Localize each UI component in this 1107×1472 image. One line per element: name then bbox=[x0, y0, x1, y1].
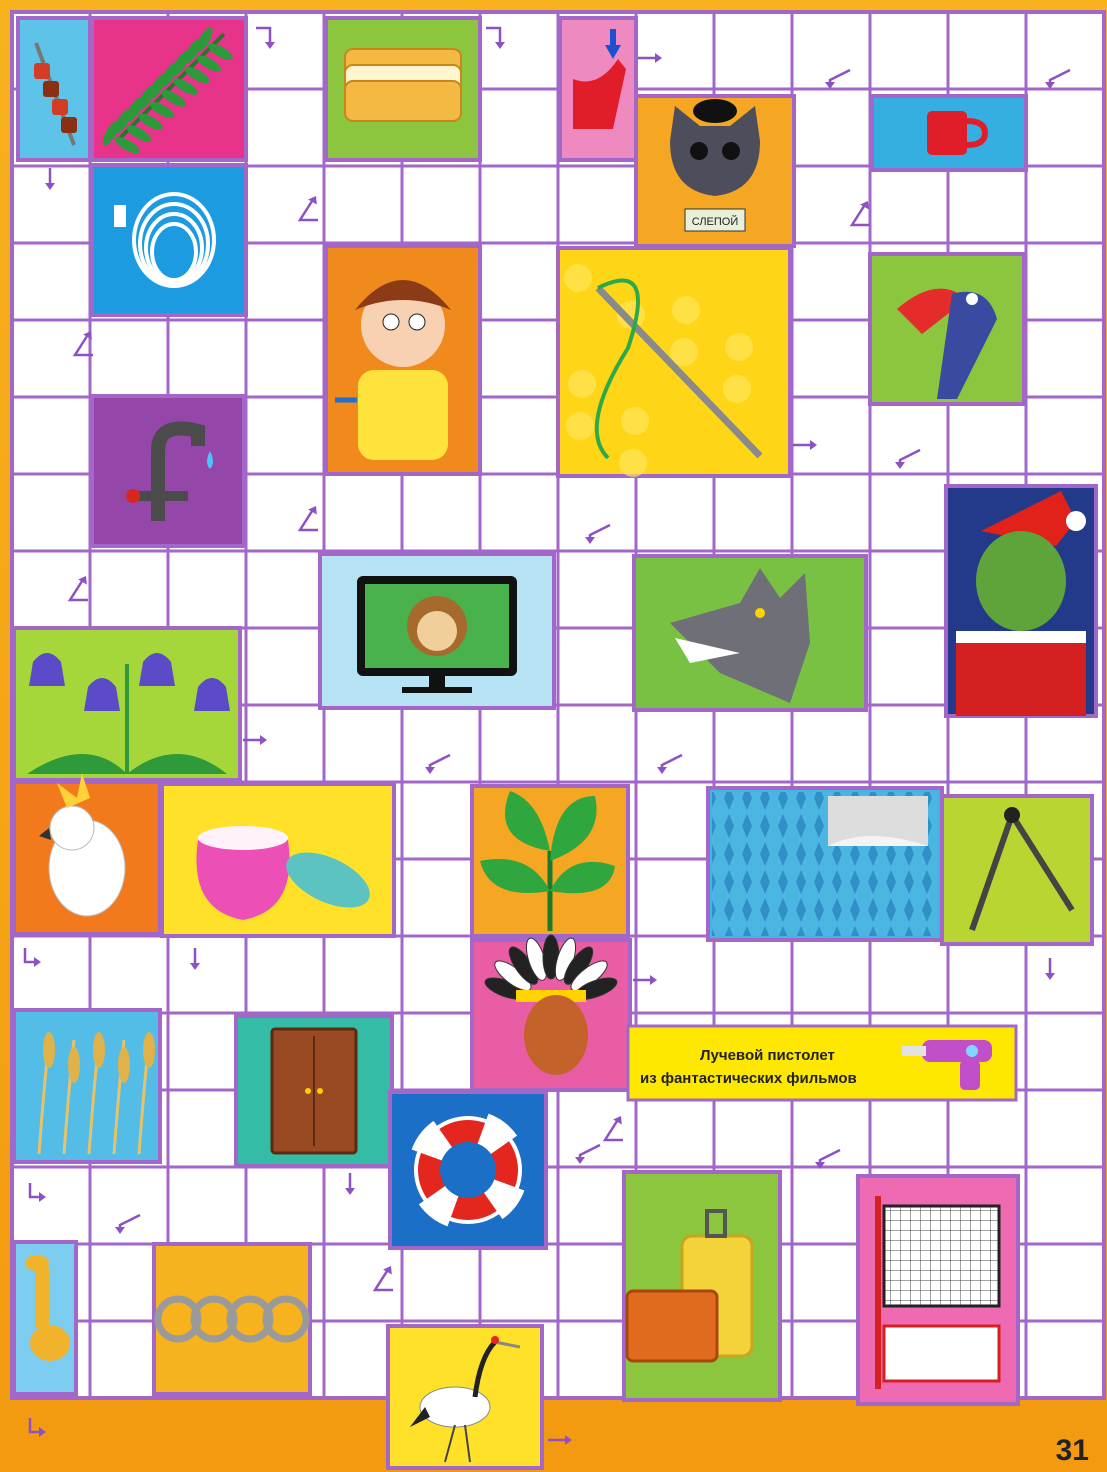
bellflowers-icon bbox=[14, 628, 240, 780]
drawing-compass-icon bbox=[942, 796, 1092, 944]
red-mug-icon bbox=[872, 96, 1026, 170]
cream-jar-icon bbox=[162, 784, 394, 936]
four-rings-logo-icon bbox=[154, 1244, 310, 1394]
text-clue-line-1: Лучевой пистолет bbox=[700, 1047, 835, 1064]
direction-arrow bbox=[548, 1435, 572, 1445]
blind-sign-text: СЛЕПОЙ bbox=[691, 216, 739, 228]
lifebuoy-icon bbox=[390, 1092, 546, 1248]
tv-hedgehog-icon bbox=[320, 554, 554, 708]
wolf-icon bbox=[634, 556, 866, 710]
wallpaper-roll-icon bbox=[708, 788, 942, 940]
toucan-bird-icon bbox=[870, 254, 1024, 404]
grinch-icon bbox=[946, 486, 1096, 716]
text-clue bbox=[628, 1026, 1016, 1100]
reeds-icon bbox=[14, 1010, 160, 1162]
boy-icon bbox=[326, 246, 480, 474]
page-number: 31 bbox=[1055, 1434, 1089, 1467]
blind-cat-icon bbox=[636, 96, 794, 246]
electric-cable-icon bbox=[92, 165, 246, 315]
giraffe-icon bbox=[14, 1242, 76, 1394]
direction-arrow bbox=[30, 1418, 46, 1437]
wardrobe-icon bbox=[236, 1016, 392, 1166]
fern-icon bbox=[92, 18, 246, 160]
suitcases-icon bbox=[624, 1172, 780, 1400]
indian-chief-icon bbox=[472, 935, 630, 1090]
water-tap-icon bbox=[92, 396, 244, 546]
high-heel-shoe-icon bbox=[560, 18, 636, 160]
cockatoo-icon bbox=[14, 773, 160, 934]
text-clue-line-2: из фантастических фильмов bbox=[640, 1070, 857, 1087]
cookies-icon bbox=[326, 18, 480, 160]
plant-leaves-icon bbox=[472, 786, 628, 936]
crane-bird-icon bbox=[388, 1326, 542, 1468]
volleyball-net-icon bbox=[858, 1176, 1018, 1404]
needle-and-thread-icon bbox=[558, 248, 790, 477]
shashlik-skewer-icon bbox=[18, 18, 90, 160]
